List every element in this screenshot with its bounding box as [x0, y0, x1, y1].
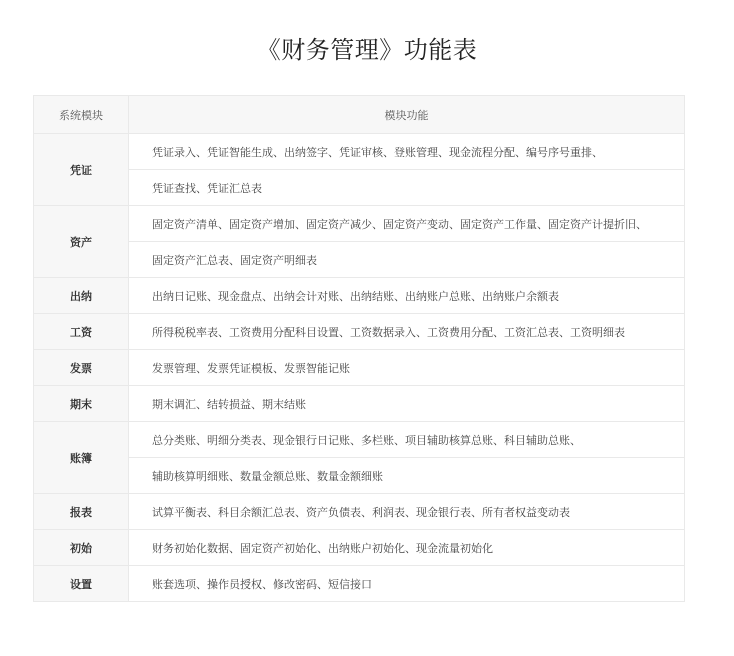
column-header-functions: 模块功能 [129, 96, 685, 134]
module-functions-cell: 凭证查找、凭证汇总表 [129, 170, 685, 206]
table-row [34, 422, 685, 458]
module-name-cell: 出纳 [34, 278, 129, 314]
module-functions-cell: 发票管理、发票凭证模板、发票智能记账 [129, 350, 685, 386]
module-functions-cell: 总分类账、明细分类表、现金银行日记账、多栏账、项目辅助核算总账、科目辅助总账、 [129, 422, 685, 458]
table-row [34, 206, 685, 242]
table-row [34, 134, 685, 170]
module-functions-cell: 出纳日记账、现金盘点、出纳会计对账、出纳结账、出纳账户总账、出纳账户余额表 [129, 278, 685, 314]
table-row [34, 566, 685, 602]
module-functions-cell: 账套选项、操作员授权、修改密码、短信接口 [129, 566, 685, 602]
function-table [33, 95, 685, 602]
module-name-cell: 资产 [34, 206, 129, 278]
module-name-cell: 报表 [34, 494, 129, 530]
column-header-module: 系统模块 [34, 96, 129, 134]
module-name-cell: 工资 [34, 314, 129, 350]
table-row [34, 278, 685, 314]
module-functions-cell: 凭证录入、凭证智能生成、出纳签字、凭证审核、登账管理、现金流程分配、编号序号重排、 [129, 134, 685, 170]
module-name-cell: 期末 [34, 386, 129, 422]
module-name-cell: 发票 [34, 350, 129, 386]
module-functions-cell: 固定资产汇总表、固定资产明细表 [129, 242, 685, 278]
module-functions-cell: 期末调汇、结转损益、期末结账 [129, 386, 685, 422]
table-row [34, 350, 685, 386]
table-row [34, 494, 685, 530]
table-row [34, 314, 685, 350]
table-row [34, 242, 685, 278]
table-row [34, 458, 685, 494]
module-name-cell: 凭证 [34, 134, 129, 206]
table-header-row [34, 96, 685, 134]
table-row [34, 170, 685, 206]
module-name-cell: 设置 [34, 566, 129, 602]
module-functions-cell: 辅助核算明细账、数量金额总账、数量金额细账 [129, 458, 685, 494]
module-functions-cell: 所得税税率表、工资费用分配科目设置、工资数据录入、工资费用分配、工资汇总表、工资明细表 [129, 314, 685, 350]
page-title: 《财务管理》功能表 [256, 36, 478, 64]
module-functions-cell: 固定资产清单、固定资产增加、固定资产减少、固定资产变动、固定资产工作量、固定资产计提折旧、 [129, 206, 685, 242]
module-functions-cell: 试算平衡表、科目余额汇总表、资产负债表、利润表、现金银行表、所有者权益变动表 [129, 494, 685, 530]
table-body [34, 134, 685, 602]
module-name-cell: 初始 [34, 530, 129, 566]
module-functions-cell: 财务初始化数据、固定资产初始化、出纳账户初始化、现金流量初始化 [129, 530, 685, 566]
table-row [34, 386, 685, 422]
module-name-cell: 账簿 [34, 422, 129, 494]
table-row [34, 530, 685, 566]
